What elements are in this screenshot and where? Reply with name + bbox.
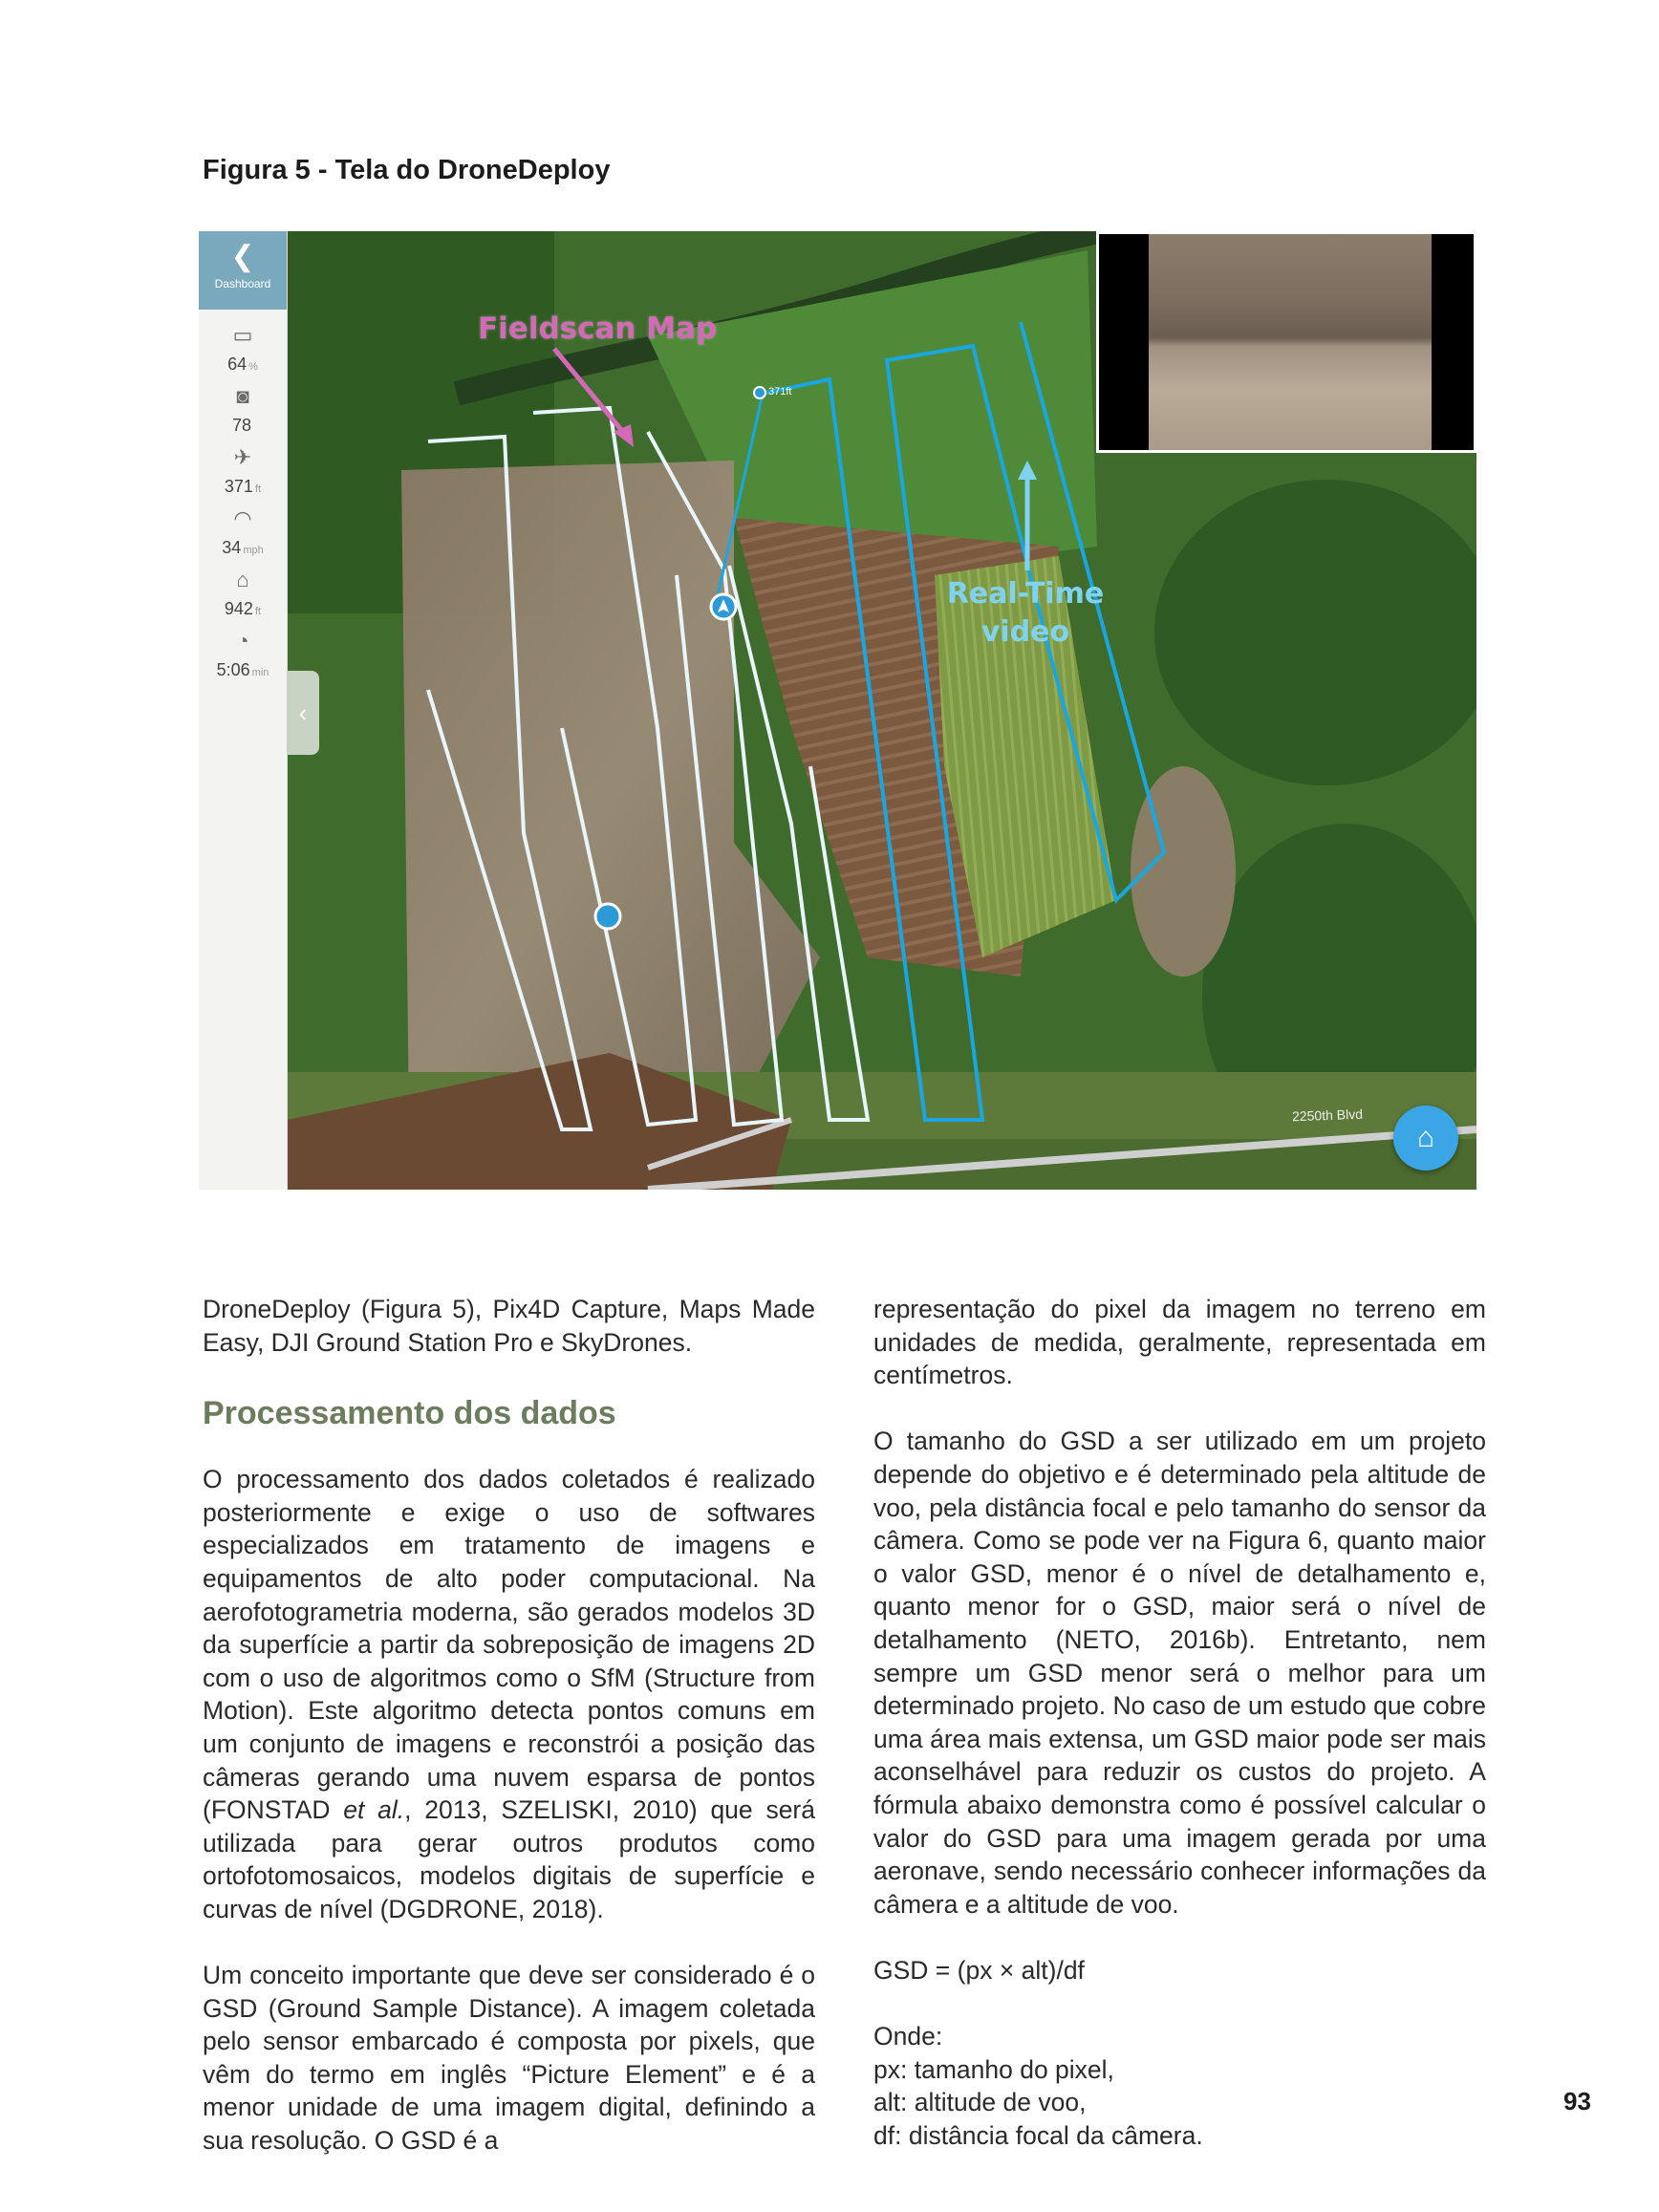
where-label: Onde: [873,2022,943,2051]
altitude-stat [199,445,287,500]
home-button[interactable] [1393,1106,1458,1170]
photos-stat [199,384,287,439]
figure-caption: Figura 5 - Tela do DroneDeploy [203,155,611,185]
altitude-unit: ft [254,483,262,495]
left-column [203,1293,815,2158]
time-stat [199,629,287,683]
fieldscan-map-annotation: Fieldscan Map [478,311,718,346]
time-value: 5:06 [216,660,250,679]
gsd-size-paragraph: O tamanho do GSD a ser utilizado em um projeto depende do objetivo e é determinado pela altitude de voo, pela distância focal e pelo tamanho do sensor da câmera. Como se pode ver na Figura 6, quanto maior o valor GSD, menor é o nível de detalhamento e, quanto menor for o GSD, maior será o nível de detalhamento (NETO, 2016b). Entretanto, nem sempre um GSD menor será o melhor para um determinado projeto. No caso de um estudo que cobre uma área mais extensa, um GSD maior pode ser mais aconselhável para reduzir os custos do projeto. A fórmula abaixo demonstra como é possível calcular o valor do GSD para uma imagem gerada por uma aeronave, sendo necessário conhecer informações da câmera e a altitude de voo. [873,1427,1486,1919]
intro-paragraph: DroneDeploy (Figura 5), Pix4D Capture, Maps Made Easy, DJI Ground Station Pro e SkyDrones. [203,1295,815,1357]
page-number: 93 [1563,2087,1591,2115]
battery-value: 64 [227,354,248,374]
collapse-sidebar-button[interactable]: ‹ [287,671,319,755]
back-arrow-icon: ❮ [230,241,255,272]
gsd-definition-paragraph: representação do pixel da imagem no terreno em unidades de medida, geralmente, representada em centímetros. [873,1295,1486,1390]
road-label: 2250th Blvd [1291,1106,1364,1125]
home-icon: ⌂ [1416,1122,1435,1153]
dashboard-button[interactable] [199,231,287,310]
battery-icon: ▭ [232,323,253,347]
plane-icon: ✈ [233,445,252,469]
definition-alt: alt: altitude de voo, [873,2088,1087,2117]
speed-stat [199,506,287,561]
photos-value: 78 [231,416,252,435]
dronedeploy-screenshot [199,231,1476,1190]
gsd-formula: GSD = (px × alt)/df [873,1955,1085,1985]
definition-df: df: distância focal da câmera. [873,2120,1203,2150]
battery-unit: % [248,361,258,373]
home-distance-unit: ft [254,606,262,617]
section-title: Processamento dos dados [203,1395,616,1432]
gsd-concept-paragraph: Um conceito importante que deve ser considerado é o GSD (Ground Sample Distance). A imagem coletada pelo sensor embarcado é composta por pixels, que vêm do termo em inglês “Picture Element” e é a menor unidade de uma imagem digital, definindo a sua resolução. O GSD é a [203,1961,815,2156]
definition-px: px: tamanho do pixel, [873,2054,1114,2084]
speed-unit: mph [243,545,264,556]
home-point-marker [595,904,620,929]
time-unit: min [251,667,269,678]
clock-icon: ◔ [236,629,249,653]
dashboard-label: Dashboard [214,277,271,290]
speed-value: 34 [222,538,242,557]
video-image [1149,234,1432,450]
camera-icon: ◙ [236,384,249,408]
battery-stat [199,323,287,377]
home-distance-value: 942 [224,599,253,618]
telemetry-sidebar [199,231,288,1190]
right-column [873,1293,1486,2152]
altitude-value: 371 [224,477,253,496]
realtime-video-feed [1096,231,1476,453]
realtime-video-annotation: Real-Time video [946,577,1105,649]
home-distance-stat [199,568,287,622]
altitude-marker-label: 371ft [768,386,792,397]
speed-icon: ◠ [233,506,252,530]
processing-paragraph: O processamento dos dados coletados é realizado posteriormente e exige o uso de softwares especializados em tratamento de imagens e equipamentos de alto poder computacional. Na aerofotogrametria moderna, são gerados modelos 3D da superfície a partir da sobreposição de imagens 2D com o uso de algoritmos como o SfM (Structure from Motion). Este algoritmo detecta pontos comuns em um conjunto de imagens e reconstrói a posição das câmeras gerando uma nuvem esparsa de pontos (FONSTAD et al., 2013, SZELISKI, 2010) que será utilizada para gerar outros produtos como ortofotomosaicos, modelos digitais de superfície e curvas de nível (DGDRONE, 2018). [203,1465,815,1923]
home-icon: ⌂ [236,568,249,591]
